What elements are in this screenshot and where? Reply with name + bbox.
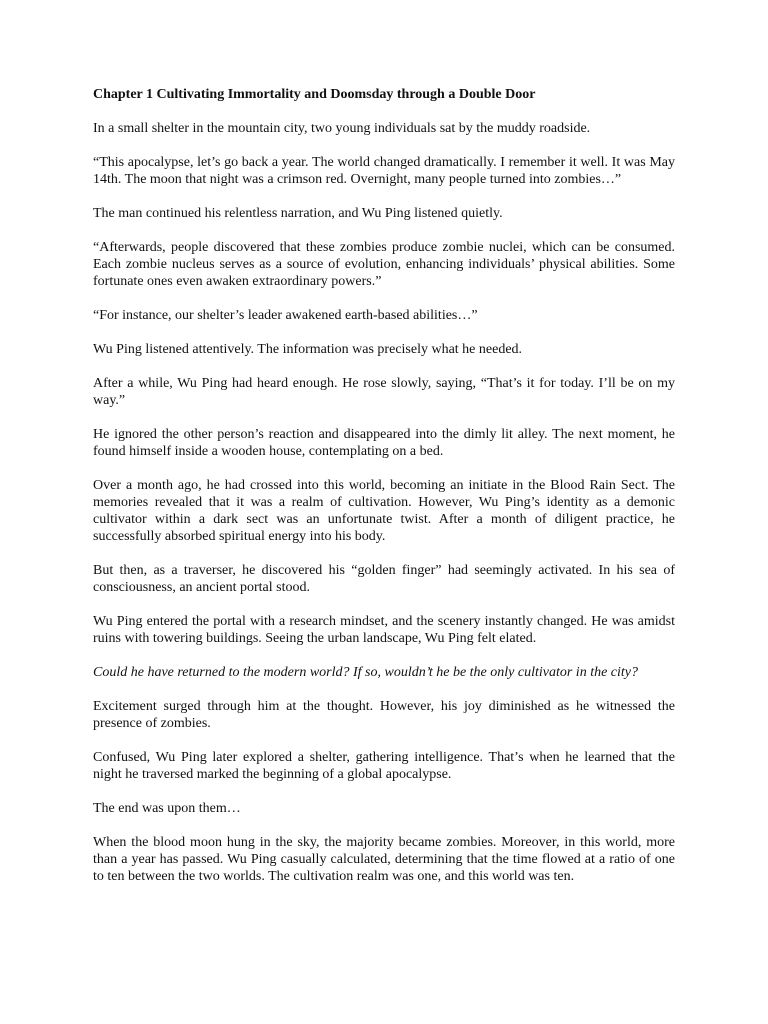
paragraph: Excitement surged through him at the thought. However, his joy diminished as he witnessed the presence of zombies. [93, 699, 675, 731]
paragraph: After a while, Wu Ping had heard enough. He rose slowly, saying, “That’s it for today. I’ll be on my way.” [93, 376, 675, 408]
paragraph: When the blood moon hung in the sky, the majority became zombies. Moreover, in this world, more than a year has passed. Wu Ping casually calculated, determining that the time flowed at a ratio of one to ten between the two worlds. The cultivation realm was one, and this world was ten. [93, 835, 675, 884]
paragraph: He ignored the other person’s reaction and disappeared into the dimly lit alley. The next moment, he found himself inside a wooden house, contemplating on a bed. [93, 427, 675, 459]
chapter-title: Chapter 1 Cultivating Immortality and Doomsday through a Double Door [93, 87, 536, 102]
paragraph: Wu Ping listened attentively. The information was precisely what he needed. [93, 342, 523, 357]
paragraph: The end was upon them… [93, 801, 241, 816]
paragraph: In a small shelter in the mountain city, two young individuals sat by the muddy roadside. [93, 121, 591, 136]
paragraph: But then, as a traverser, he discovered his “golden finger” had seemingly activated. In his sea of consciousness, an ancient portal stood. [93, 563, 675, 595]
document-body [93, 120, 675, 885]
paragraph: Could he have returned to the modern world? If so, wouldn’t he be the only cultivator in the city? [93, 665, 639, 680]
paragraph: “For instance, our shelter’s leader awakened earth-based abilities…” [93, 308, 478, 323]
paragraph: The man continued his relentless narration, and Wu Ping listened quietly. [93, 206, 503, 221]
paragraph: “This apocalypse, let’s go back a year. The world changed dramatically. I remember it well. It was May 14th. The moon that night was a crimson red. Overnight, many people turned into zombies…” [93, 155, 675, 187]
paragraph: Confused, Wu Ping later explored a shelter, gathering intelligence. That’s when he learned that the night he traversed marked the beginning of a global apocalypse. [93, 750, 675, 782]
paragraph: “Afterwards, people discovered that these zombies produce zombie nuclei, which can be consumed. Each zombie nucleus serves as a source of evolution, enhancing individuals’ physical abilities. Some fortunate ones even awaken extraordinary powers.” [93, 240, 675, 289]
document-page [93, 86, 675, 902]
paragraph: Over a month ago, he had crossed into this world, becoming an initiate in the Blood Rain Sect. The memories revealed that it was a realm of cultivation. However, Wu Ping’s identity as a demonic cultivator within a dark sect was an unfortunate twist. After a month of diligent practice, he successfully absorbed spiritual energy into his body. [93, 478, 675, 544]
paragraph: Wu Ping entered the portal with a research mindset, and the scenery instantly changed. He was amidst ruins with towering buildings. Seeing the urban landscape, Wu Ping felt elated. [93, 614, 675, 646]
